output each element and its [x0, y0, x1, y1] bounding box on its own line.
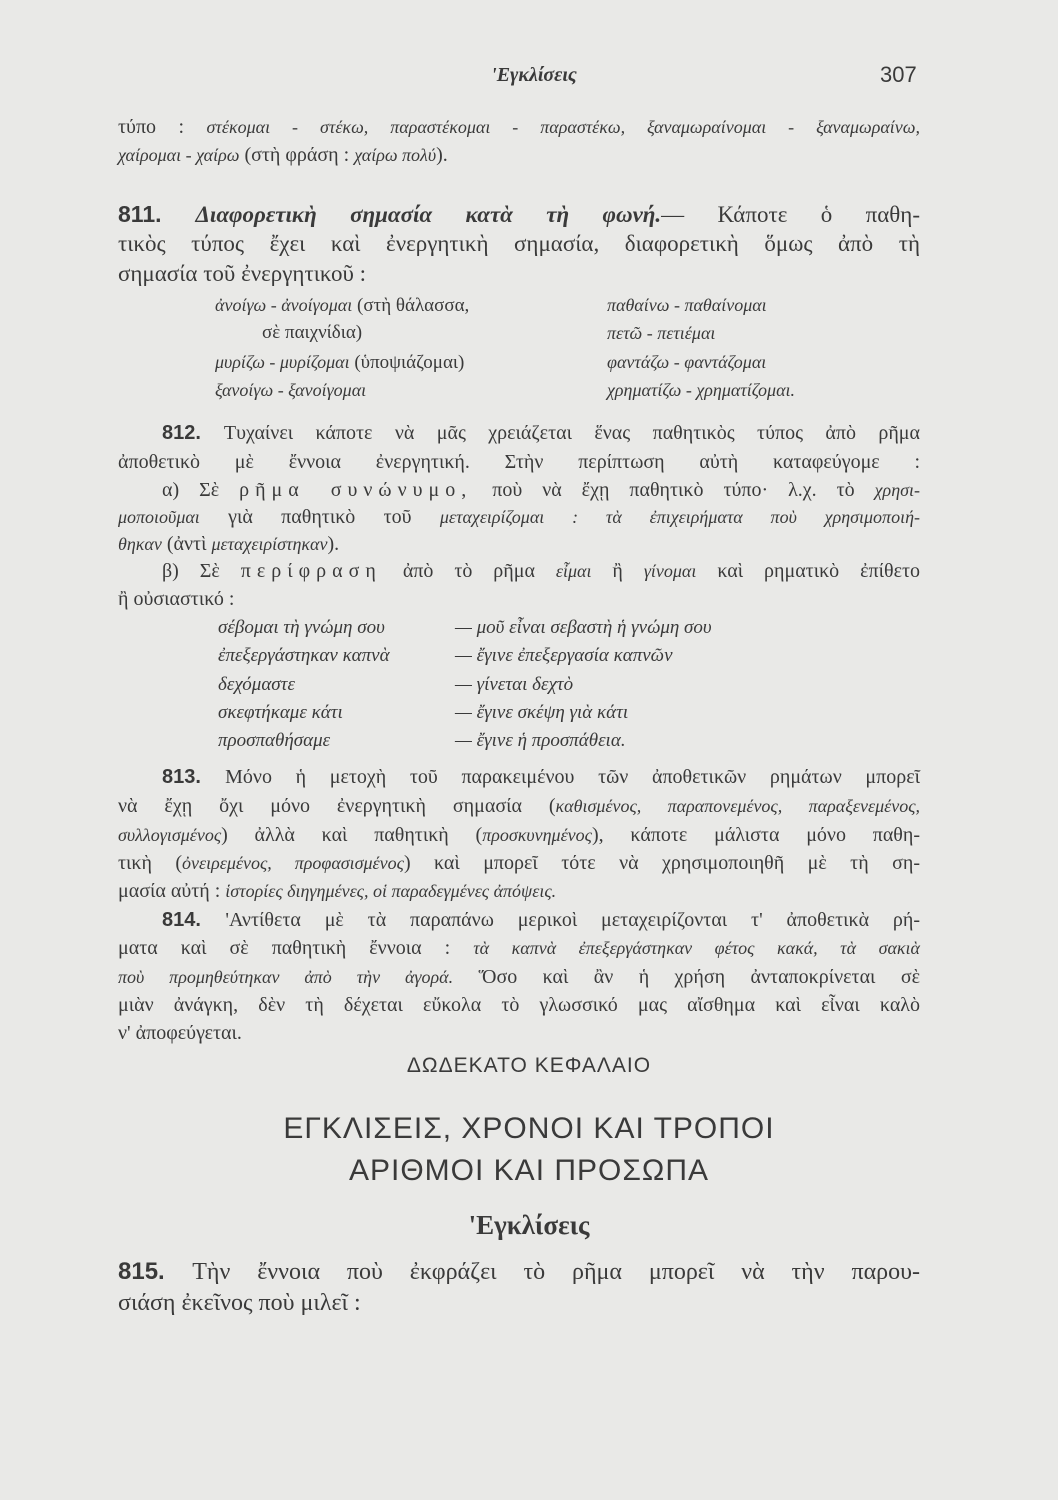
text-segment: φαντάζω - φαντάζομαι	[607, 352, 767, 372]
text-segment: ἢ οὐσιαστικό :	[118, 588, 235, 610]
text-segment: α) Σὲ	[162, 479, 240, 501]
text-segment: ἀνοίγω - ἀνοίγομαι	[215, 295, 353, 315]
list-item	[215, 376, 366, 404]
text-segment: ρῆμα συνώνυμο,	[239, 479, 473, 501]
text-segment: θηκαν	[118, 534, 162, 554]
section-number: 811.	[118, 201, 196, 227]
text-line	[118, 141, 920, 169]
text-segment: παθαίνω - παθαίνομαι	[607, 295, 767, 315]
text-line	[162, 419, 920, 447]
text-line	[118, 530, 920, 558]
text-segment: μεταχειρίστηκαν	[211, 534, 328, 554]
table-cell-right: — ἔγινε ἡ προσπάθεια.	[455, 730, 626, 751]
section-heading: 'Εγκλίσεις	[468, 1210, 590, 1240]
text-segment: (στὴ φράση :	[239, 144, 355, 166]
section-number: 813.	[162, 766, 226, 788]
text-segment: σιάση ἐκεῖνος ποὺ μιλεῖ :	[118, 1290, 361, 1316]
text-line	[118, 1257, 920, 1287]
text-line	[118, 230, 920, 258]
text-segment: ἢ	[591, 560, 644, 582]
text-line	[118, 448, 920, 476]
text-line	[118, 963, 920, 991]
list-item	[262, 319, 362, 347]
text-segment: ματα καὶ σὲ παθητικὴ ἔννοια :	[118, 937, 474, 959]
text-line	[118, 934, 920, 962]
section-number: 815.	[118, 1258, 193, 1285]
text-segment: τὰ καπνὰ ἐπεξεργάστηκαν φέτος κακά, τὰ σακιὰ	[473, 938, 920, 958]
text-segment: ποὺ προμηθεύτηκαν ἀπὸ τὴν ἀγορά.	[118, 967, 454, 987]
text-segment: μασία αὐτή :	[118, 880, 226, 902]
table-cell-right: — ἔγινε σκέψη γιὰ κάτι	[455, 702, 629, 723]
text-segment: τικὸς τύπος ἔχει καὶ ἐνεργητικὴ σημασία, διαφορετικὴ ὅμως ἀπὸ τὴ	[118, 231, 920, 256]
table-cell-left: προσπαθήσαμε	[218, 730, 331, 751]
text-segment: μυρίζω - μυρίζομαι	[215, 352, 350, 372]
text-segment: γιὰ παθητικὸ τοῦ	[199, 506, 440, 528]
table-cell-left: σέβομαι τὴ γνώμη σου	[218, 617, 385, 638]
text-segment: στέκομαι - στέκω, παραστέκομαι - παραστέκω, ξαναμωραίνομαι - ξαναμωραίνω,	[206, 117, 921, 137]
text-segment: ἀπὸ τὸ ρῆμα	[381, 560, 556, 582]
text-line	[162, 476, 920, 504]
text-line	[118, 503, 920, 531]
text-segment: συλλογισμένος	[118, 825, 222, 845]
text-segment: ν' ἀποφεύγεται.	[118, 1022, 242, 1044]
text-segment: (ὑποψιάζομαι)	[349, 352, 465, 373]
section-811-heading-line	[118, 200, 920, 230]
list-item	[215, 291, 469, 319]
text-line	[118, 113, 920, 141]
text-segment: 'Αντίθετα μὲ τὰ παραπάνω μερικοὶ μεταχειρίζονται τ' ἀποθετικὰ ρή-	[225, 909, 920, 931]
text-segment: πετῶ - πετιέμαι	[607, 323, 716, 343]
text-segment: καὶ ρηματικὸ ἐπίθετο	[696, 560, 920, 582]
table-cell-left: ἐπεξεργάστηκαν καπνὰ	[218, 645, 390, 666]
text-segment: ξανοίγω - ξανοίγομαι	[215, 380, 367, 400]
text-segment: μοποιοῦμαι	[118, 507, 200, 527]
page-number: 307	[880, 62, 917, 87]
list-item	[607, 291, 767, 319]
section-number: 814.	[162, 909, 226, 931]
chapter-title-line-1: ΕΓΚΛΙΣΕΙΣ, ΧΡΟΝΟΙ ΚΑΙ ΤΡΟΠΟΙ	[283, 1112, 775, 1145]
text-segment: μεταχειρίζομαι : τὰ ἐπιχειρήματα ποὺ χρησιμοποιή-	[439, 507, 920, 527]
text-line	[162, 763, 920, 791]
text-segment: περίφραση	[240, 560, 382, 582]
text-segment: σὲ παιχνίδια)	[262, 322, 363, 343]
text-segment: Τὴν ἔννοια ποὺ ἐκφράζει τὸ ρῆμα μπορεῖ νὰ τὴν παρου-	[192, 1259, 920, 1285]
text-segment: προσκυνημένος	[482, 825, 592, 845]
list-item	[607, 319, 715, 347]
text-segment: ) ἀλλὰ καὶ παθητικὴ (	[221, 824, 483, 846]
text-segment: τύπο :	[118, 116, 207, 138]
text-segment: (στὴ θάλασσα,	[352, 295, 470, 316]
text-segment: Μόνο ἡ μετοχὴ τοῦ παρακειμένου τῶν ἀποθετικῶν ρημάτων μπορεῖ	[225, 766, 920, 788]
text-segment: ).	[327, 533, 340, 555]
text-segment: καθισμένος, παραπονεμένος, παραξενεμένος,	[555, 796, 920, 816]
text-segment: ἀποθετικὸ μὲ ἔννοια ἐνεργητική. Στὴν περίπτωση αὐτὴ καταφεύγομε :	[118, 451, 920, 473]
text-line	[118, 792, 920, 820]
text-segment: Ὅσο καὶ ἂν ἡ χρήση ἀνταποκρίνεται σὲ	[453, 966, 920, 988]
text-segment: (ἀντὶ	[161, 533, 212, 555]
table-cell-right: — μοῦ εἶναι σεβαστὴ ἡ γνώμη σου	[455, 617, 712, 638]
text-line	[118, 1019, 920, 1047]
text-segment: ) καὶ μπορεῖ τότε νὰ χρησιμοποιηθῆ μὲ τὴ ση-	[403, 852, 920, 874]
text-segment: χαίρω πολύ	[354, 145, 437, 165]
text-segment: ποὺ νὰ ἔχῃ παθητικὸ τύπο· λ.χ. τὸ	[472, 479, 875, 501]
text-segment: — Κάποτε ὁ παθη-	[661, 202, 920, 227]
text-segment: ).	[436, 144, 448, 166]
text-segment: μιὰν ἀνάγκη, δὲν τὴ δέχεται εὔκολα τὸ γλωσσικό μας αἴσθημα καὶ εἶναι καλὸ	[118, 994, 920, 1016]
text-segment: Τυχαίνει κάποτε νὰ μᾶς χρειάζεται ἕνας παθητικὸς τύπος ἀπὸ ρῆμα	[223, 422, 921, 444]
text-segment: χρηματίζω - χρηματίζομαι.	[607, 380, 796, 400]
text-segment: Διαφορετικὴ σημασία κατὰ τὴ φωνή.	[195, 202, 662, 227]
text-segment: χρησι-	[874, 480, 921, 500]
text-line	[118, 821, 920, 849]
list-item	[215, 348, 464, 376]
running-header: 'Εγκλίσεις	[491, 64, 577, 86]
chapter-title-line-2: ΑΡΙΘΜΟΙ ΚΑΙ ΠΡΟΣΩΠΑ	[348, 1154, 710, 1187]
text-line	[162, 557, 920, 585]
text-segment: ὀνειρεμένος, προφασισμένος	[182, 853, 404, 873]
list-item	[607, 348, 766, 376]
text-line	[118, 260, 920, 288]
table-cell-left: σκεφτήκαμε κάτι	[218, 702, 343, 723]
text-segment: γίνομαι	[643, 561, 697, 581]
list-item	[607, 376, 795, 404]
text-line	[118, 849, 920, 877]
table-cell-right: — ἔγινε ἐπεξεργασία καπνῶν	[455, 645, 673, 666]
text-segment: τικὴ (	[118, 852, 183, 874]
text-segment: εἶμαι	[555, 561, 592, 581]
table-cell-right: — γίνεται δεχτὸ	[455, 674, 574, 695]
text-line	[162, 906, 920, 934]
text-segment: νὰ ἔχῃ ὄχι μόνο ἐνεργητικὴ σημασία (	[118, 795, 556, 817]
text-segment: σημασία τοῦ ἐνεργητικοῦ :	[118, 261, 367, 286]
text-segment: χαίρομαι - χαίρω	[118, 145, 240, 165]
text-segment: ἱστορίες διηγημένες, οἱ παραδεγμένες ἀπόψεις.	[225, 881, 557, 901]
text-line	[118, 991, 920, 1019]
table-cell-left: δεχόμαστε	[218, 674, 295, 695]
text-line	[118, 877, 920, 905]
text-line	[118, 585, 920, 613]
text-segment: ), κάποτε μάλιστα μόνο παθη-	[591, 824, 920, 846]
section-number: 812.	[162, 422, 224, 444]
chapter-number: ΔΩΔΕΚΑΤΟ ΚΕΦΑΛΑΙΟ	[406, 1054, 652, 1077]
text-line	[118, 1288, 920, 1318]
text-segment: β) Σὲ	[162, 560, 241, 582]
